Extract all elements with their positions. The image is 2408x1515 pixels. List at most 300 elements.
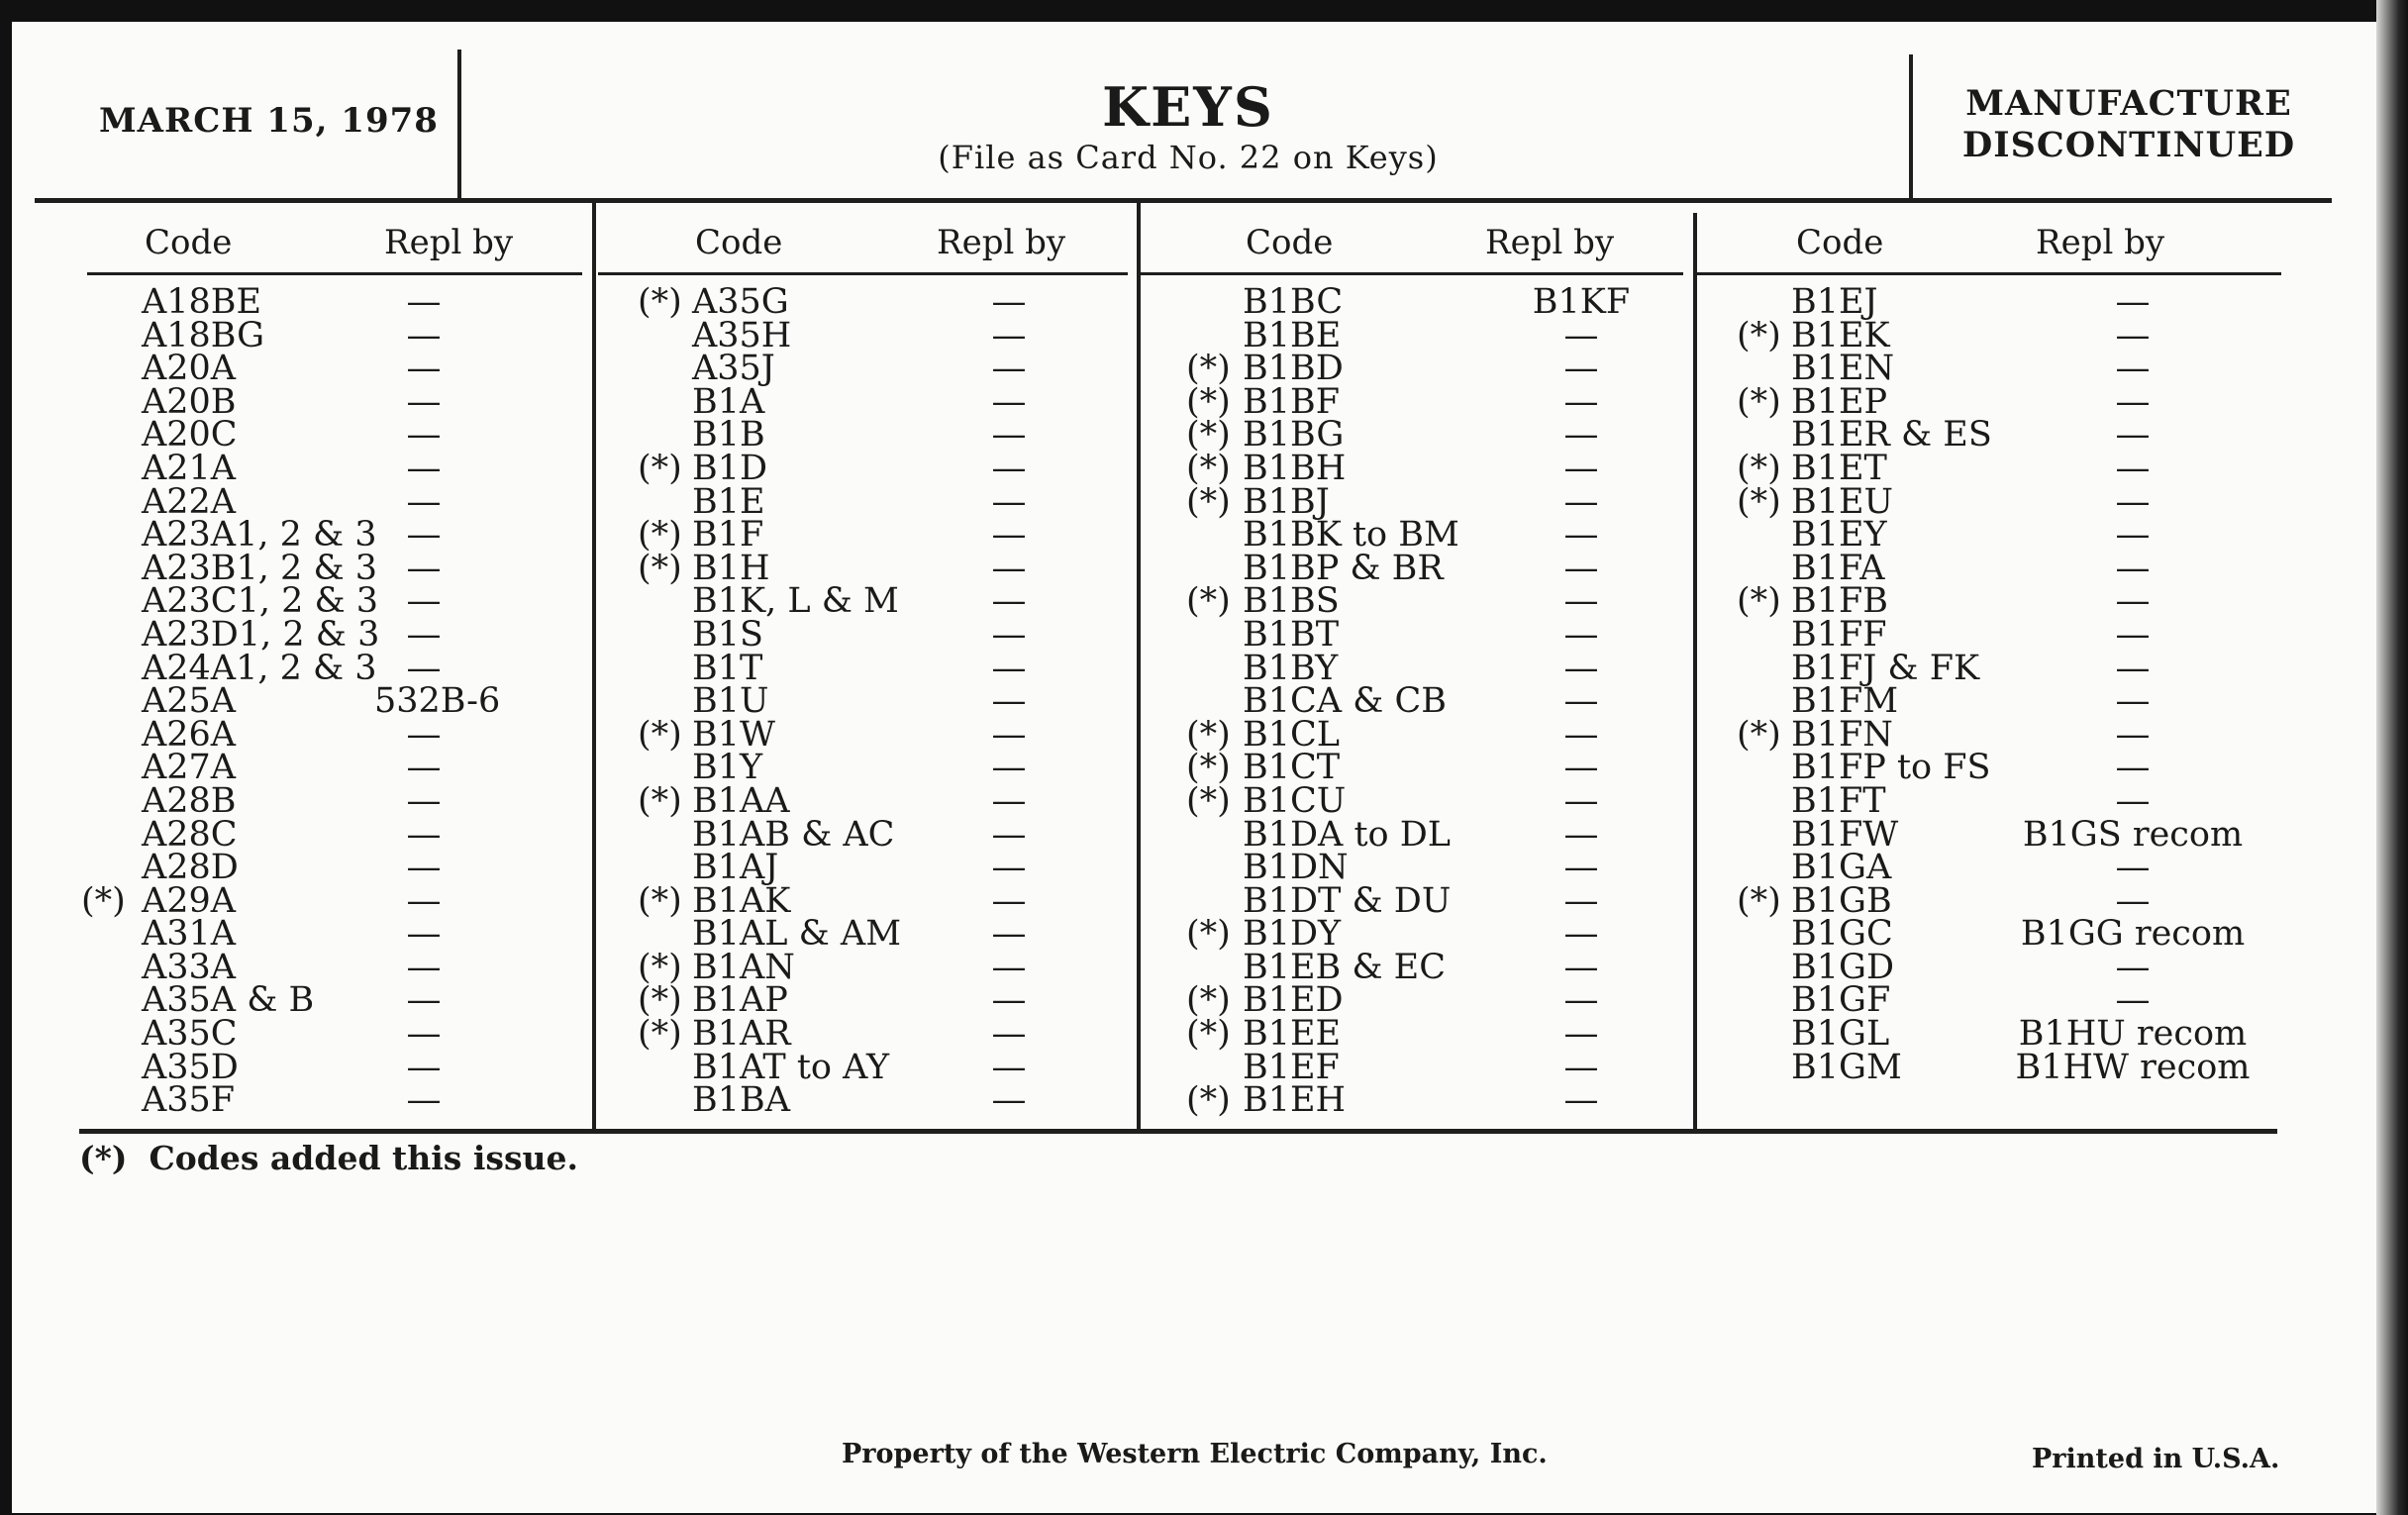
- added-marker: (*): [1186, 448, 1231, 488]
- key-code: B1K, L & M: [692, 581, 899, 622]
- replacement: —: [406, 1047, 442, 1087]
- footnote: [79, 1139, 600, 1177]
- key-code: A28B: [142, 780, 237, 821]
- replacement: —: [1563, 548, 1599, 588]
- column-2: [598, 223, 1128, 1121]
- replacement: —: [991, 648, 1027, 688]
- replacement: —: [2115, 848, 2151, 888]
- key-code: B1GC: [1791, 914, 1893, 955]
- key-code: B1AK: [692, 880, 791, 921]
- table-row: [1697, 748, 2281, 788]
- key-code: A20C: [142, 415, 238, 455]
- table-row: [1697, 1047, 2281, 1087]
- table-row: [1141, 548, 1683, 588]
- key-code: A31A: [142, 914, 237, 955]
- key-code: B1BP & BR: [1243, 548, 1444, 588]
- added-marker: (*): [1186, 980, 1231, 1021]
- code-list: [598, 282, 1128, 1121]
- table-row: [1141, 581, 1683, 622]
- key-code: A23A1, 2 & 3: [142, 515, 377, 556]
- replacement: —: [1563, 914, 1599, 955]
- table-row: [1697, 1014, 2281, 1055]
- replacement: —: [1563, 848, 1599, 888]
- footnote-mark: (*): [79, 1139, 128, 1177]
- table-row: [87, 381, 582, 422]
- replacement: —: [2115, 880, 2151, 921]
- key-code: A28C: [142, 814, 238, 855]
- replacement: —: [1563, 814, 1599, 855]
- table-row: [87, 947, 582, 987]
- replacement: —: [1563, 1047, 1599, 1087]
- table-row: [1141, 1047, 1683, 1087]
- table-row: [87, 315, 582, 355]
- replacement: —: [1563, 780, 1599, 821]
- table-row: [1697, 980, 2281, 1021]
- table-row: [598, 980, 1128, 1021]
- replacement: —: [2115, 980, 2151, 1021]
- replacement: —: [406, 880, 442, 921]
- replacement: —: [991, 349, 1027, 389]
- key-code: A29A: [142, 880, 237, 921]
- table-row: [1141, 349, 1683, 389]
- key-code: B1ER & ES: [1791, 415, 1992, 455]
- replacement: —: [1563, 880, 1599, 921]
- replacement: —: [991, 947, 1027, 987]
- replacement: —: [991, 381, 1027, 422]
- replacement: —: [1563, 648, 1599, 688]
- key-code: B1H: [692, 548, 770, 588]
- code-header: Code: [145, 223, 233, 262]
- column-header-rule: [87, 272, 582, 275]
- key-code: B1BG: [1243, 415, 1345, 455]
- replacement: —: [991, 814, 1027, 855]
- table-row: [1141, 1080, 1683, 1121]
- column-header-rule: [598, 272, 1128, 275]
- code-header: Code: [695, 223, 783, 262]
- added-marker: (*): [1186, 1014, 1231, 1055]
- key-code: B1DY: [1243, 914, 1342, 955]
- replacement: —: [1563, 415, 1599, 455]
- code-header: Code: [1246, 223, 1334, 262]
- key-code: A26A: [142, 714, 237, 755]
- key-code: B1DT & DU: [1243, 880, 1452, 921]
- replacement: B1HU recom: [2018, 1014, 2248, 1055]
- key-code: B1CL: [1243, 714, 1341, 755]
- table-row: [598, 381, 1128, 422]
- table-row: [598, 880, 1128, 921]
- page-title: KEYS: [1102, 75, 1274, 139]
- replacement: —: [1563, 581, 1599, 622]
- key-code: B1FW: [1791, 814, 1899, 855]
- table-row: [1697, 349, 2281, 389]
- key-code: B1E: [692, 481, 765, 522]
- key-code: B1EB & EC: [1243, 947, 1446, 987]
- replacement: —: [406, 648, 442, 688]
- key-code: B1EP: [1791, 381, 1888, 422]
- key-code: B1EN: [1791, 349, 1895, 389]
- added-marker: (*): [1737, 581, 1781, 622]
- table-row: [1697, 681, 2281, 722]
- replacement: —: [1563, 947, 1599, 987]
- key-code: A33A: [142, 947, 237, 987]
- table-row: [1697, 880, 2281, 921]
- added-marker: (*): [638, 980, 682, 1021]
- replacement: —: [991, 848, 1027, 888]
- key-code: B1AR: [692, 1014, 791, 1055]
- replacement: —: [2115, 481, 2151, 522]
- table-row: [598, 780, 1128, 821]
- replacement: —: [1563, 748, 1599, 788]
- table-row: [1141, 282, 1683, 322]
- table-row: [87, 1047, 582, 1087]
- table-row: [1697, 814, 2281, 855]
- replacement: —: [991, 515, 1027, 556]
- table-row: [598, 581, 1128, 622]
- replacement: —: [991, 415, 1027, 455]
- column-4: [1697, 223, 2281, 1087]
- added-marker: (*): [638, 548, 682, 588]
- key-code: B1BA: [692, 1080, 790, 1121]
- added-marker: (*): [638, 880, 682, 921]
- table-row: [1141, 848, 1683, 888]
- table-row: [1697, 415, 2281, 455]
- table-row: [1141, 780, 1683, 821]
- column-header-rule: [1697, 272, 2281, 275]
- key-code: B1CT: [1243, 748, 1341, 788]
- key-code: B1FT: [1791, 780, 1886, 821]
- table-row: [1141, 748, 1683, 788]
- key-code: B1GF: [1791, 980, 1891, 1021]
- table-row: [1141, 814, 1683, 855]
- replacement: —: [406, 548, 442, 588]
- table-row: [1141, 714, 1683, 755]
- replacement: —: [2115, 648, 2151, 688]
- replacement: —: [991, 1014, 1027, 1055]
- replacement: —: [406, 980, 442, 1021]
- table-row: [1697, 614, 2281, 655]
- replacement: —: [2115, 448, 2151, 488]
- key-code: B1AL & AM: [692, 914, 902, 955]
- replacement: —: [991, 448, 1027, 488]
- replacement: —: [406, 1014, 442, 1055]
- table-row: [598, 914, 1128, 955]
- replacement: —: [406, 381, 442, 422]
- table-row: [598, 648, 1128, 688]
- replacement: —: [1563, 980, 1599, 1021]
- issue-date: MARCH 15, 1978: [99, 101, 439, 141]
- table-row: [598, 415, 1128, 455]
- replacement: —: [991, 1080, 1027, 1121]
- replacement: —: [2115, 548, 2151, 588]
- table-row: [598, 315, 1128, 355]
- table-row: [1697, 548, 2281, 588]
- replacement: —: [2115, 681, 2151, 722]
- replacement: —: [1563, 614, 1599, 655]
- table-bottom-rule: [79, 1129, 2277, 1134]
- key-code: B1DA to DL: [1243, 814, 1452, 855]
- key-code: B1BY: [1243, 648, 1339, 688]
- key-code: B1EY: [1791, 515, 1887, 556]
- key-code: A20B: [142, 381, 237, 422]
- table-row: [1697, 648, 2281, 688]
- table-row: [87, 415, 582, 455]
- key-code: B1S: [692, 614, 763, 655]
- key-code: B1Y: [692, 748, 763, 788]
- key-code: B1W: [692, 714, 775, 755]
- replacement: —: [2115, 581, 2151, 622]
- status-label: MANUFACTURE DISCONTINUED: [1961, 83, 2296, 165]
- table-row: [1141, 415, 1683, 455]
- key-code: B1FB: [1791, 581, 1888, 622]
- replacement: 532B-6: [374, 681, 501, 722]
- replacement: —: [2115, 780, 2151, 821]
- replacement: —: [991, 748, 1027, 788]
- replacement: —: [1563, 681, 1599, 722]
- table-row: [87, 714, 582, 755]
- replacement: —: [1563, 315, 1599, 355]
- table-row: [87, 914, 582, 955]
- column-header: [87, 223, 582, 274]
- key-code: B1AP: [692, 980, 788, 1021]
- table-row: [87, 648, 582, 688]
- key-code: A27A: [142, 748, 237, 788]
- table-row: [87, 548, 582, 588]
- replacement: —: [991, 581, 1027, 622]
- key-code: B1U: [692, 681, 769, 722]
- replacement: —: [406, 614, 442, 655]
- repl-header: Repl by: [937, 223, 1066, 262]
- added-marker: (*): [1186, 780, 1231, 821]
- key-code: A35D: [142, 1047, 239, 1087]
- key-code: A23C1, 2 & 3: [142, 581, 379, 622]
- table-row: [598, 848, 1128, 888]
- added-marker: (*): [1737, 448, 1781, 488]
- header-divider-right: [1909, 54, 1913, 201]
- added-marker: (*): [638, 947, 682, 987]
- added-marker: (*): [1737, 381, 1781, 422]
- added-marker: (*): [638, 448, 682, 488]
- table-row: [1141, 315, 1683, 355]
- replacement: —: [2115, 381, 2151, 422]
- table-row: [598, 448, 1128, 488]
- key-code: B1GM: [1791, 1047, 1902, 1087]
- code-list: [1141, 282, 1683, 1121]
- key-code: B1BE: [1243, 315, 1342, 355]
- table-row: [1697, 315, 2281, 355]
- key-code: A35C: [142, 1014, 238, 1055]
- key-code: A24A1, 2 & 3: [142, 648, 377, 688]
- table-row: [598, 282, 1128, 322]
- replacement: —: [991, 1047, 1027, 1087]
- repl-header: Repl by: [1485, 223, 1615, 262]
- key-code: B1BF: [1243, 381, 1340, 422]
- table-row: [598, 1014, 1128, 1055]
- key-code: A35G: [692, 282, 789, 322]
- column-header: [1697, 223, 2281, 274]
- code-header: Code: [1796, 223, 1884, 262]
- replacement: —: [991, 914, 1027, 955]
- table-row: [598, 681, 1128, 722]
- replacement: —: [406, 581, 442, 622]
- added-marker: (*): [1186, 714, 1231, 755]
- replacement: —: [406, 315, 442, 355]
- replacement: —: [991, 315, 1027, 355]
- column-3: [1141, 223, 1683, 1121]
- replacement: —: [2115, 415, 2151, 455]
- table-row: [598, 515, 1128, 556]
- key-code: B1AA: [692, 780, 790, 821]
- replacement: —: [1563, 481, 1599, 522]
- key-code: B1FM: [1791, 681, 1899, 722]
- added-marker: (*): [1186, 415, 1231, 455]
- table-row: [1141, 880, 1683, 921]
- header-rule: [35, 198, 2332, 203]
- key-code: B1FN: [1791, 714, 1893, 755]
- added-marker: (*): [638, 780, 682, 821]
- table-row: [87, 1014, 582, 1055]
- table-row: [87, 780, 582, 821]
- table-row: [1141, 914, 1683, 955]
- table-row: [87, 515, 582, 556]
- table-row: [1141, 1014, 1683, 1055]
- column-divider-1: [592, 201, 596, 1132]
- column-header: [1141, 223, 1683, 274]
- key-code: B1GD: [1791, 947, 1895, 987]
- property-notice: Property of the Western Electric Company, Inc.: [842, 1439, 1548, 1469]
- table-row: [1697, 848, 2281, 888]
- added-marker: (*): [1737, 880, 1781, 921]
- key-code: A23D1, 2 & 3: [142, 614, 380, 655]
- key-code: A35H: [692, 315, 792, 355]
- replacement: B1KF: [1532, 282, 1631, 322]
- key-code: B1BT: [1243, 614, 1340, 655]
- table-row: [1141, 980, 1683, 1021]
- key-code: B1EF: [1243, 1047, 1340, 1087]
- replacement: —: [991, 780, 1027, 821]
- code-list: [1697, 282, 2281, 1087]
- printed-notice: Printed in U.S.A.: [2032, 1444, 2280, 1474]
- replacement: B1GG recom: [2020, 914, 2246, 955]
- table-row: [87, 681, 582, 722]
- column-header-rule: [1141, 272, 1683, 275]
- key-code: A22A: [142, 481, 237, 522]
- page-subtitle: (File as Card No. 22 on Keys): [938, 139, 1439, 176]
- added-marker: (*): [1186, 581, 1231, 622]
- replacement: —: [991, 880, 1027, 921]
- table-row: [1141, 648, 1683, 688]
- added-marker: (*): [1186, 1080, 1231, 1121]
- key-code: B1FA: [1791, 548, 1885, 588]
- replacement: —: [406, 282, 442, 322]
- table-row: [1697, 914, 2281, 955]
- table-row: [1697, 448, 2281, 488]
- table-row: [87, 349, 582, 389]
- key-code: B1GB: [1791, 880, 1892, 921]
- key-code: B1A: [692, 381, 765, 422]
- key-code: A18BE: [142, 282, 262, 322]
- replacement: —: [1563, 714, 1599, 755]
- table-row: [598, 614, 1128, 655]
- replacement: —: [991, 548, 1027, 588]
- added-marker: (*): [1186, 748, 1231, 788]
- replacement: —: [2115, 947, 2151, 987]
- key-code: B1EH: [1243, 1080, 1347, 1121]
- added-marker: (*): [1737, 315, 1781, 355]
- table-row: [1141, 381, 1683, 422]
- key-code: A18BG: [142, 315, 265, 355]
- replacement: —: [1563, 1080, 1599, 1121]
- replacement: —: [406, 714, 442, 755]
- key-code: B1B: [692, 415, 765, 455]
- column-1: [81, 223, 582, 1121]
- column-header: [598, 223, 1128, 274]
- key-code: B1GA: [1791, 848, 1892, 888]
- key-code: B1AT to AY: [692, 1047, 890, 1087]
- replacement: —: [1563, 381, 1599, 422]
- key-code: A28D: [142, 848, 239, 888]
- table-row: [87, 481, 582, 522]
- card-edge-shadow: [2376, 0, 2408, 1515]
- key-code: B1EE: [1243, 1014, 1342, 1055]
- code-list: [81, 282, 582, 1121]
- replacement: —: [1563, 515, 1599, 556]
- table-row: [87, 448, 582, 488]
- footnote-text: Codes added this issue.: [149, 1139, 579, 1177]
- replacement: —: [406, 515, 442, 556]
- key-code: B1FP to FS: [1791, 748, 1991, 788]
- replacement: —: [406, 947, 442, 987]
- key-code: B1AN: [692, 947, 795, 987]
- key-code: A20A: [142, 349, 237, 389]
- added-marker: (*): [1186, 349, 1231, 389]
- replacement: —: [406, 1080, 442, 1121]
- repl-header: Repl by: [384, 223, 514, 262]
- replacement: —: [1563, 349, 1599, 389]
- table-row: [598, 1080, 1128, 1121]
- key-code: B1FJ & FK: [1791, 648, 1980, 688]
- replacement: —: [406, 481, 442, 522]
- replacement: —: [406, 848, 442, 888]
- table-row: [87, 814, 582, 855]
- key-code: B1AJ: [692, 848, 779, 888]
- replacement: —: [991, 282, 1027, 322]
- replacement: —: [2115, 515, 2151, 556]
- key-code: B1BJ: [1243, 481, 1330, 522]
- table-row: [1141, 614, 1683, 655]
- key-code: A35F: [142, 1080, 236, 1121]
- table-row: [1141, 681, 1683, 722]
- replacement: —: [2115, 315, 2151, 355]
- table-row: [81, 880, 582, 921]
- table-row: [1697, 282, 2281, 322]
- key-code: B1BS: [1243, 581, 1340, 622]
- added-marker: (*): [638, 515, 682, 556]
- key-code: B1BD: [1243, 349, 1344, 389]
- replacement: —: [2115, 614, 2151, 655]
- replacement: —: [1563, 448, 1599, 488]
- table-row: [1697, 581, 2281, 622]
- table-row: [1697, 381, 2281, 422]
- key-code: B1BK to BM: [1243, 515, 1459, 556]
- table-row: [1141, 481, 1683, 522]
- key-code: B1ED: [1243, 980, 1344, 1021]
- table-row: [1141, 448, 1683, 488]
- table-row: [1697, 481, 2281, 522]
- replacement: —: [991, 714, 1027, 755]
- table-row: [598, 947, 1128, 987]
- table-row: [1141, 947, 1683, 987]
- added-marker: (*): [1186, 914, 1231, 955]
